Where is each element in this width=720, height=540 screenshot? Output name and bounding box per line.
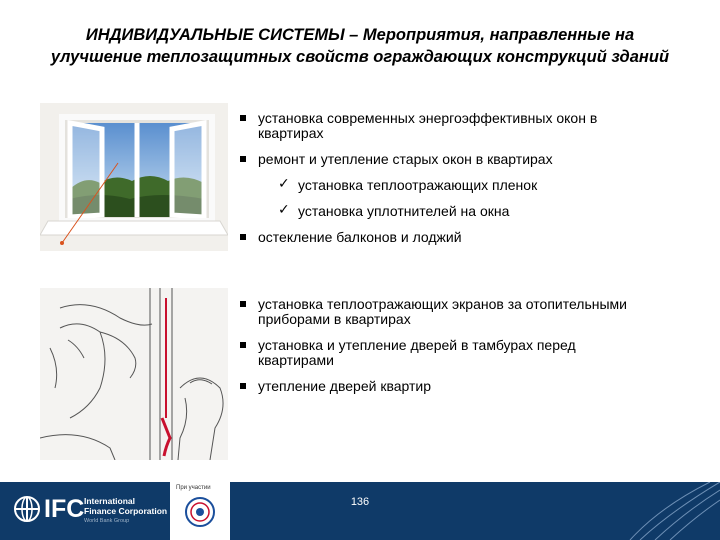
bullet-square-icon [240,115,246,121]
door-sketch-illustration [40,288,228,460]
list-item: остекление балконов и лоджий [238,230,698,245]
list-item: установка теплоотражающих экранов за отопительными приборами в квартирах [238,297,698,327]
ifc-org-name: International Finance Corporation [84,496,168,516]
page-number: 136 [350,496,370,508]
bullet-square-icon [240,301,246,307]
window-illustration [40,103,228,251]
slide-title-line2: улучшение теплозащитных свойств ограждающих конструкций зданий [50,48,670,66]
list-item: установка современных энергоэффективных окон в квартирах [238,111,698,141]
door-measures-list [238,297,698,405]
list-item: ✓ установка уплотнителей на окна [278,202,510,219]
ifc-logo-text: IFC [44,495,85,523]
slide-title-line1: ИНДИВИДУАЛЬНЫЕ СИСТЕМЫ – Мероприятия, направленные на [85,26,635,44]
list-item: утепление дверей квартир [238,379,698,394]
ifc-globe-icon [12,494,42,524]
footer-bar [0,482,720,540]
partner-emblem-icon [184,496,216,528]
ifc-org-subtitle: World Bank Group [84,518,130,524]
list-item: ✓ установка теплоотражающих пленок [278,176,538,193]
bullet-square-icon [240,342,246,348]
bullet-square-icon [240,383,246,389]
footer-decoration-lines [600,482,720,540]
window-measures-list [238,111,698,256]
list-item: ремонт и утепление старых окон в квартирах [238,152,698,167]
bullet-square-icon [240,156,246,162]
slide-title [0,24,720,68]
partner-caption: При участии [176,485,211,491]
checkmark-icon: ✓ [278,202,290,218]
bullet-square-icon [240,234,246,240]
list-item: установка и утепление дверей в тамбурах перед квартирами [238,338,698,368]
checkmark-icon: ✓ [278,176,290,192]
